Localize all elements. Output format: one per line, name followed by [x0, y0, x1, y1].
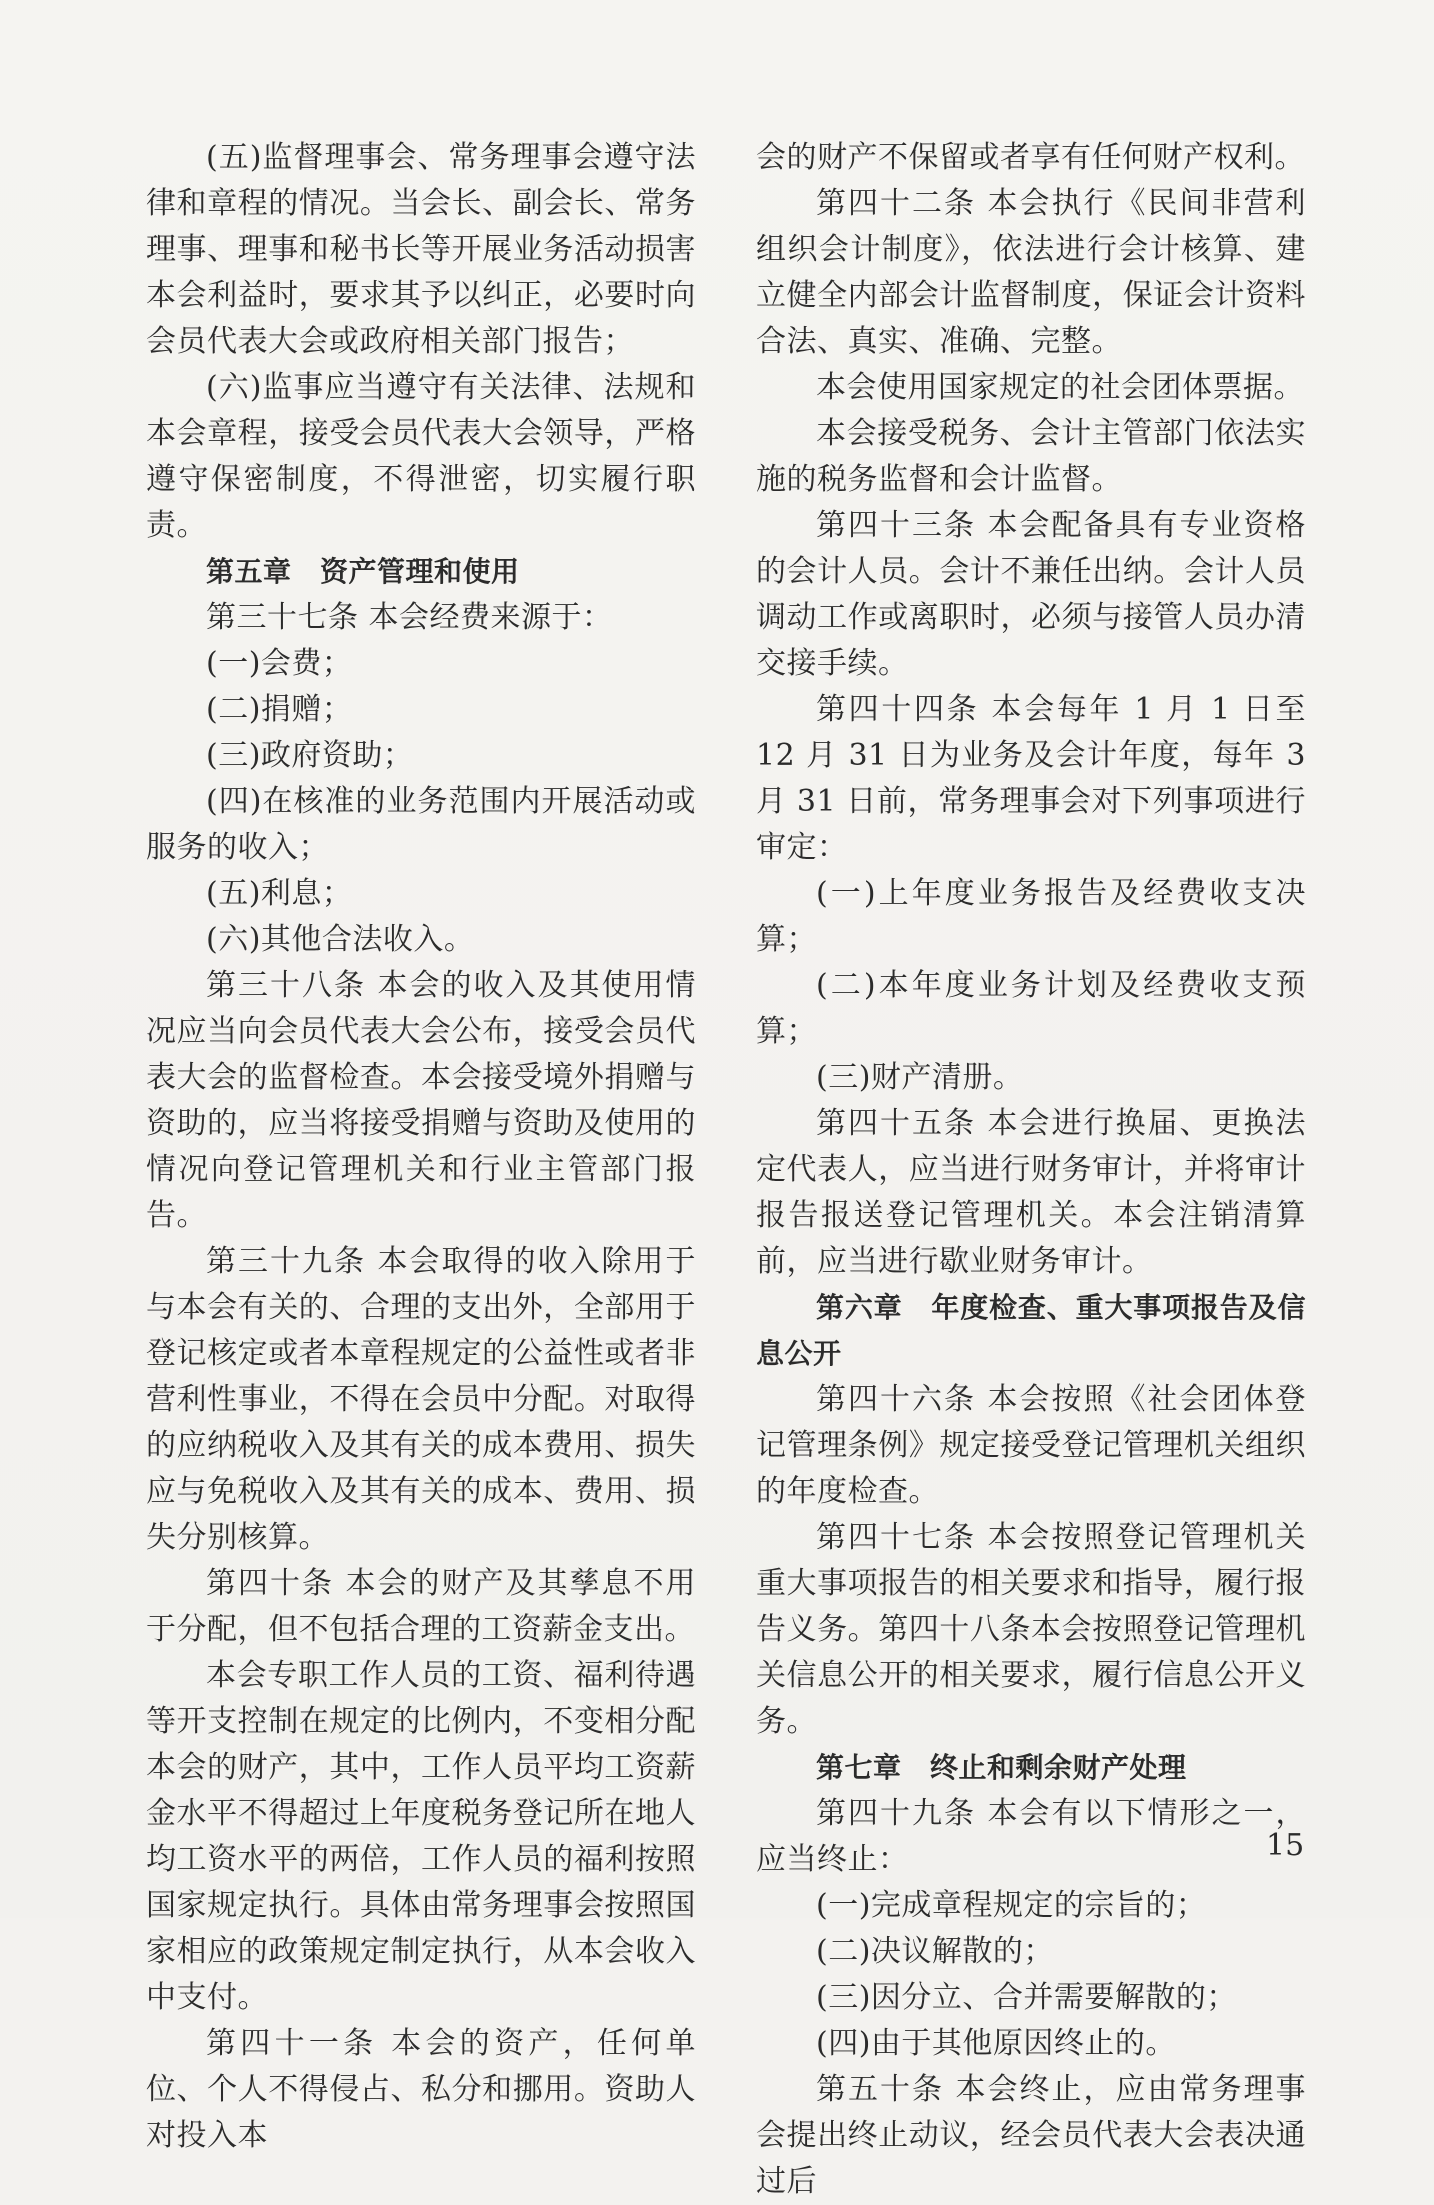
paragraph: 本会使用国家规定的社会团体票据。: [816, 370, 1304, 405]
paragraph: (三)因分立、合并需要解散的；: [816, 1980, 1237, 2015]
page-number: 15: [1266, 1828, 1305, 1863]
paragraph: 第四十条 本会的财产及其孳息不用于分配，但不包括合理的工资薪金支出。: [146, 1566, 696, 1647]
paragraph: 第三十七条 本会经费来源于：: [206, 600, 613, 635]
paragraph-continued: 会的财产不保留或者享有任何财产权利。: [756, 140, 1305, 175]
paragraph: 第四十二条 本会执行《民间非营利组织会计制度》，依法进行会计核算、建立健全内部会计监督制度，保证会计资料合法、真实、准确、完整。: [756, 186, 1306, 359]
list-item: (六)监事应当遵守有关法律、法规和本会章程，接受会员代表大会领导，严格遵守保密制度，不得泄密，切实履行职责。: [146, 370, 696, 543]
paragraph: 本会接受税务、会计主管部门依法实施的税务监督和会计监督。: [756, 416, 1306, 497]
paragraph: (二)本年度业务计划及经费收支预算；: [756, 968, 1306, 1049]
right-column: [756, 135, 1306, 2205]
chapter-heading: 第五章 资产管理和使用: [206, 555, 520, 588]
paragraph: 第三十八条 本会的收入及其使用情况应当向会员代表大会公布，接受会员代表大会的监督检查。本会接受境外捐赠与资助的，应当将接受捐赠与资助及使用的情况向登记管理机关和行业主管部门报告。: [146, 968, 696, 1233]
paragraph: (一)完成章程规定的宗旨的；: [816, 1888, 1207, 1923]
left-column: [146, 135, 696, 2159]
paragraph: 第四十六条 本会按照《社会团体登记管理条例》规定接受登记管理机关组织的年度检查。: [756, 1382, 1306, 1509]
paragraph: (一)会费；: [206, 646, 353, 681]
paragraph: (四)在核准的业务范围内开展活动或服务的收入；: [146, 784, 696, 865]
paragraph: 第四十九条 本会有以下情形之一，应当终止：: [756, 1796, 1306, 1877]
paragraph: 第四十一条 本会的资产，任何单位、个人不得侵占、私分和挪用。资助人对投入本: [146, 2026, 696, 2153]
paragraph: 第四十五条 本会进行换届、更换法定代表人，应当进行财务审计，并将审计报告报送登记管理机关。本会注销清算前，应当进行歇业财务审计。: [756, 1106, 1306, 1279]
paragraph: (一)上年度业务报告及经费收支决算；: [756, 876, 1306, 957]
chapter-heading: 第六章 年度检查、重大事项报告及信息公开: [756, 1291, 1306, 1370]
paragraph: (六)其他合法收入。: [206, 922, 475, 957]
paragraph: 第四十七条 本会按照登记管理机关重大事项报告的相关要求和指导，履行报告义务。第四十八条本会按照登记管理机关信息公开的相关要求，履行信息公开义务。: [756, 1520, 1306, 1739]
paragraph: (五)利息；: [206, 876, 353, 911]
paragraph: (三)政府资助；: [206, 738, 414, 773]
chapter-heading: 第七章 终止和剩余财产处理: [816, 1751, 1187, 1784]
paragraph: 第五十条 本会终止，应由常务理事会提出终止动议，经会员代表大会表决通过后: [756, 2072, 1306, 2199]
paragraph: (四)由于其他原因终止的。: [816, 2026, 1176, 2061]
paragraph: 第三十九条 本会取得的收入除用于与本会有关的、合理的支出外，全部用于登记核定或者本章程规定的公益性或者非营利性事业，不得在会员中分配。对取得的应纳税收入及其有关的成本费用、损失应与免税收入及其有关的成本、费用、损失分别核算。: [146, 1244, 696, 1555]
paragraph: 本会专职工作人员的工资、福利待遇等开支控制在规定的比例内，不变相分配本会的财产，其中，工作人员平均工资薪金水平不得超过上年度税务登记所在地人均工资水平的两倍，工作人员的福利按照国家规定执行。具体由常务理事会按照国家相应的政策规定制定执行，从本会收入中支付。: [146, 1658, 696, 2015]
paragraph: (三)财产清册。: [816, 1060, 1024, 1095]
paragraph: 第四十四条 本会每年 1 月 1 日至 12 月 31 日为业务及会计年度，每年 3 月 31 日前，常务理事会对下列事项进行审定：: [756, 692, 1306, 865]
list-item: (五)监督理事会、常务理事会遵守法律和章程的情况。当会长、副会长、常务理事、理事和秘书长等开展业务活动损害本会利益时，要求其予以纠正，必要时向会员代表大会或政府相关部门报告；: [146, 140, 696, 359]
paragraph: (二)捐赠；: [206, 692, 353, 727]
paragraph: 第四十三条 本会配备具有专业资格的会计人员。会计不兼任出纳。会计人员调动工作或离职时，必须与接管人员办清交接手续。: [756, 508, 1306, 681]
paragraph: (二)决议解散的；: [816, 1934, 1054, 1969]
